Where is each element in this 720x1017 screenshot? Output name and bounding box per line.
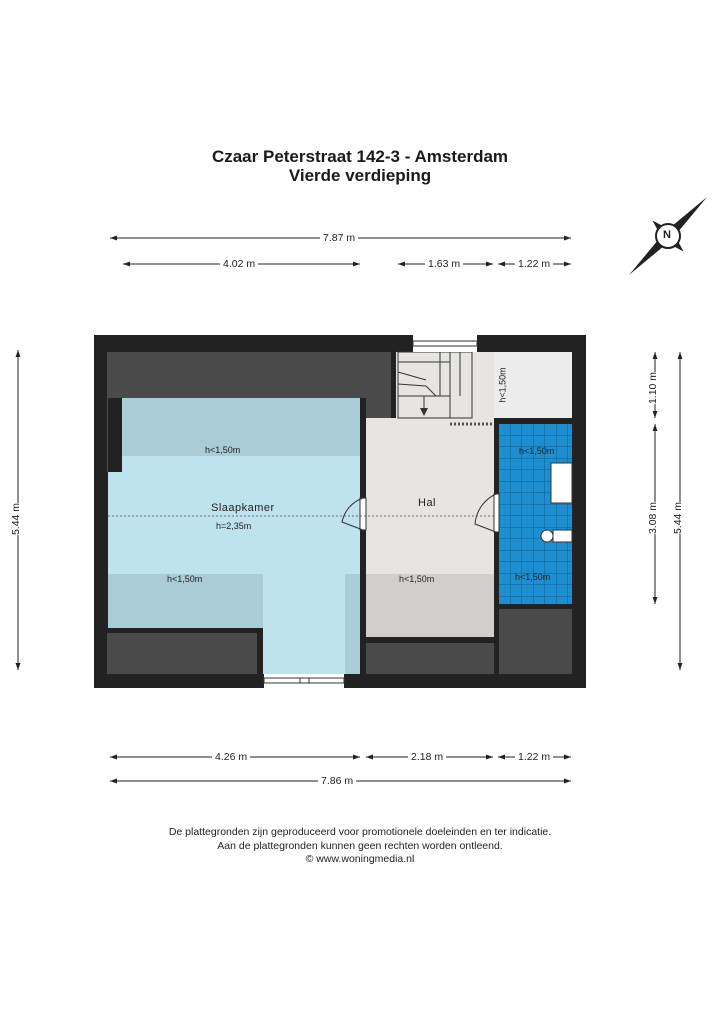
dim-bottom-right: 1.22 m — [515, 751, 553, 763]
dim-bottom-left: 4.26 m — [212, 751, 250, 763]
roof-slope-bottom-left — [107, 633, 257, 674]
bathtub-icon — [551, 463, 572, 503]
disclaimer — [0, 826, 720, 867]
bath-low-label-top: h<1,50m — [519, 446, 555, 456]
bedroom-height: h=2,35m — [216, 521, 252, 531]
dim-right-total: 5.44 m — [669, 502, 687, 534]
toilet-icon — [541, 530, 553, 542]
disclaimer-line-2: Aan de plattegronden kunnen geen rechten worden ontleend. — [217, 839, 503, 852]
page-subtitle: Vierde verdieping — [288, 166, 432, 185]
bedroom-name: Slaapkamer — [211, 502, 275, 514]
roof-slope-bottom-mid — [366, 643, 494, 674]
dim-top-mid: 1.63 m — [425, 258, 463, 270]
dim-bottom-mid: 2.18 m — [408, 751, 446, 763]
compass-letter: N — [663, 229, 671, 241]
copyright: © www.woningmedia.nl — [305, 853, 415, 865]
bath-low-label-bottom: h<1,50m — [515, 572, 551, 582]
disclaimer-line-1: De plattegronden zijn geproduceerd voor promotionele doeleinden en ter indicatie. — [168, 826, 552, 838]
page-title: Czaar Peterstraat 142-3 - Amsterdam — [211, 147, 509, 166]
dim-right-mid: 3.08 m — [644, 502, 662, 534]
stair-low-label: h<1,50m — [497, 367, 508, 403]
bedroom-low-label-bottom: h<1,50m — [167, 574, 203, 584]
bedroom-low-zone-top — [122, 398, 360, 456]
hall-low-label: h<1,50m — [399, 574, 435, 584]
dim-top-left: 4.02 m — [220, 258, 258, 270]
roof-slope-bottom-right — [499, 609, 572, 674]
hall-name: Hal — [418, 497, 437, 509]
dim-top-total: 7.87 m — [320, 232, 358, 244]
dim-left-height: 5.44 m — [7, 503, 25, 535]
dim-bottom-total: 7.86 m — [318, 775, 356, 787]
bedroom-low-label-top: h<1,50m — [205, 445, 241, 455]
dim-right-top: 1.10 m — [644, 372, 662, 404]
dim-top-right: 1.22 m — [515, 258, 553, 270]
